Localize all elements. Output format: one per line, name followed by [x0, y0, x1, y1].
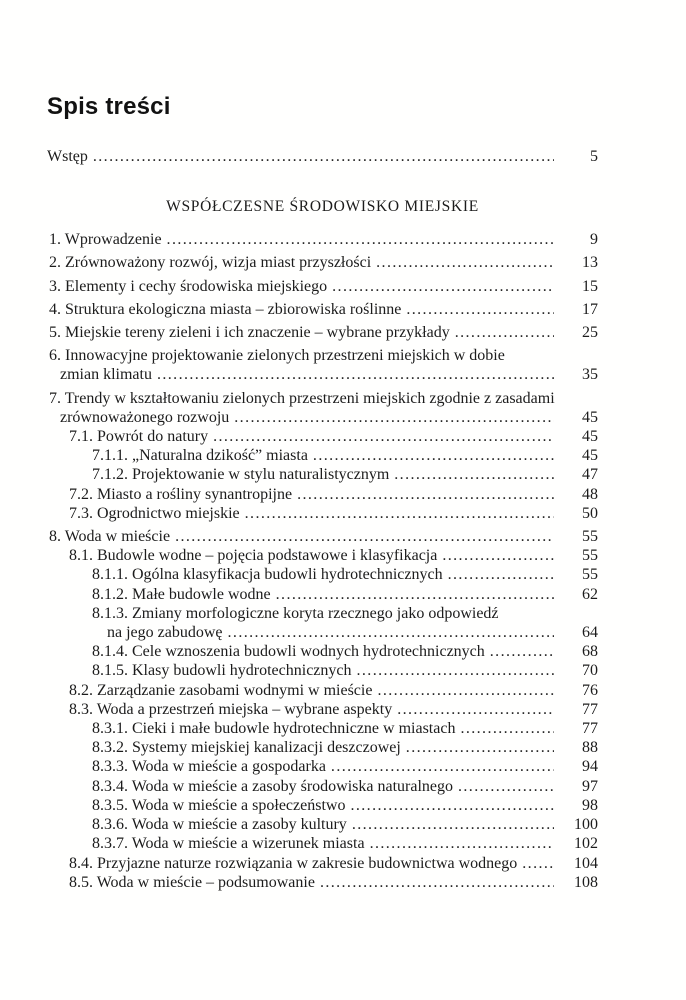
toc-entry [47, 300, 598, 319]
entry-text: 8.1.2. Małe budowle wodne [92, 585, 271, 603]
entry-text: 2. Zrównoważony rozwój, wizja miast przyszłości [49, 254, 372, 272]
dot-leader [297, 485, 554, 504]
toc-entry [47, 738, 598, 757]
toc-entry [47, 661, 598, 680]
dot-leader [370, 834, 554, 853]
entry-text: 8.5. Woda w mieście – podsumowanie [69, 873, 315, 891]
toc-entry [47, 427, 598, 446]
dot-leader [406, 300, 554, 319]
dot-leader [406, 738, 554, 757]
toc-entry [47, 346, 598, 384]
page-number: 13 [582, 254, 598, 272]
dot-leader [448, 565, 554, 584]
page-number: 77 [582, 700, 598, 718]
dot-leader [352, 815, 554, 834]
toc-entry [47, 504, 598, 523]
dot-leader [350, 796, 554, 815]
page-number: 25 [582, 324, 598, 342]
entry-text: zmian klimatu [60, 366, 152, 384]
entry-text: 8.4. Przyjazne naturze rozwiązania w zakresie budownictwa wodnego [69, 854, 518, 872]
page-number: 68 [582, 643, 598, 661]
toc-entry [47, 446, 598, 465]
toc-entry [47, 642, 598, 661]
toc-entry [47, 834, 598, 853]
dot-leader [228, 623, 554, 642]
page-number: 94 [582, 758, 598, 776]
entry-text: 8.3.4. Woda w mieście a zasoby środowiska naturalnego [92, 777, 453, 795]
entry-text: 8.3.1. Cieki i małe budowle hydrotechniczne w miastach [92, 720, 456, 738]
toc-entry [47, 546, 598, 565]
entry-text: 4. Struktura ekologiczna miasta – zbiorowiska roślinne [49, 300, 402, 318]
entry-text: 3. Elementy i cechy środowiska miejskiego [49, 277, 328, 295]
dot-leader [234, 408, 554, 427]
page-number: 62 [582, 585, 598, 603]
toc-entry [47, 253, 598, 272]
dot-leader [522, 854, 554, 873]
page-number: 45 [582, 428, 598, 446]
dot-leader [175, 527, 554, 546]
page-number: 108 [574, 873, 598, 891]
dot-leader [320, 873, 554, 892]
entry-text: 6. Innowacyjne projektowanie zielonych przestrzeni miejskich w dobie [49, 347, 505, 365]
toc-entry [47, 389, 598, 427]
page-number: 100 [574, 816, 598, 834]
page-number: 47 [582, 466, 598, 484]
page-number: 5 [590, 148, 598, 165]
entry-text: 8.1.4. Cele wznoszenia budowli wodnych hydrotechnicznych [92, 643, 485, 661]
page-number: 45 [582, 447, 598, 465]
toc-entry [47, 527, 598, 546]
dot-leader [490, 642, 554, 661]
entry-text: 7.1.1. „Naturalna dzikość” miasta [92, 447, 308, 465]
entry-text: 8. Woda w mieście [49, 528, 171, 546]
entry-text: 8.1.5. Klasy budowli hydrotechnicznych [92, 662, 352, 680]
toc-entry-intro [47, 147, 598, 166]
page-number: 77 [582, 720, 598, 738]
toc-entry [47, 485, 598, 504]
toc-entry [47, 681, 598, 700]
page-number: 50 [582, 504, 598, 522]
toc-entry [47, 815, 598, 834]
toc-entry [47, 277, 598, 296]
dot-leader [276, 585, 554, 604]
toc-entry [47, 230, 598, 249]
dot-leader [394, 465, 554, 484]
page-number: 48 [582, 485, 598, 503]
toc-entry [47, 719, 598, 738]
page-number: 35 [582, 366, 598, 384]
toc-entry [47, 585, 598, 604]
toc-entry [47, 465, 598, 484]
toc-entry [47, 323, 598, 342]
dot-leader [460, 719, 554, 738]
dot-leader [332, 277, 554, 296]
entry-text: 7. Trendy w kształtowaniu zielonych przestrzeni miejskich zgodnie z zasadami [49, 389, 555, 407]
page-number: 102 [574, 835, 598, 853]
toc-entry [47, 854, 598, 873]
page-title: Spis treści [47, 93, 171, 120]
entry-text: 8.1.1. Ogólna klasyfikacja budowli hydrotechnicznych [92, 566, 443, 584]
entry-text: 8.3.6. Woda w mieście a zasoby kultury [92, 816, 347, 834]
entry-text: 8.1. Budowle wodne – pojęcia podstawowe i klasyfikacja [69, 547, 438, 565]
entry-text: 8.3.3. Woda w mieście a gospodarka [92, 758, 326, 776]
toc-entry [47, 757, 598, 776]
part-heading: WSPÓŁCZESNE ŚRODOWISKO MIEJSKIE [166, 198, 479, 216]
page-number: 55 [582, 566, 598, 584]
dot-leader [157, 365, 554, 384]
dot-leader [455, 323, 554, 342]
page-number: 104 [574, 854, 598, 872]
entry-text: 1. Wprowadzenie [49, 231, 162, 249]
toc-entry [47, 873, 598, 892]
page-number: 15 [582, 277, 598, 295]
dot-leader [397, 700, 554, 719]
page-number: 17 [582, 300, 598, 318]
dot-leader [213, 427, 554, 446]
entry-text: 5. Miejskie tereny zieleni i ich znaczenie – wybrane przykłady [49, 324, 450, 342]
toc-entries [47, 230, 598, 892]
page-number: 76 [582, 681, 598, 699]
page-number: 45 [582, 408, 598, 426]
entry-text: 8.1.3. Zmiany morfologiczne koryta rzecznego jako odpowiedź [92, 604, 499, 622]
entry-text: na jego zabudowę [107, 624, 223, 642]
page-number: 88 [582, 739, 598, 757]
toc-entry [47, 796, 598, 815]
entry-text: 8.3.5. Woda w mieście a społeczeństwo [92, 796, 346, 814]
dot-leader [167, 230, 554, 249]
page-number: 97 [582, 777, 598, 795]
page-number: 55 [582, 528, 598, 546]
toc-entry [47, 700, 598, 719]
entry-text: 7.1. Powrót do natury [69, 428, 209, 446]
page-number: 98 [582, 796, 598, 814]
toc-entry [47, 565, 598, 584]
toc-entry [47, 777, 598, 796]
page-number: 64 [582, 624, 598, 642]
entry-text: Wstęp [47, 148, 88, 165]
entry-text: 8.3.7. Woda w mieście a wizerunek miasta [92, 835, 365, 853]
dot-leader [331, 757, 554, 776]
dot-leader [93, 147, 554, 166]
entry-text: 7.2. Miasto a rośliny synantropijne [69, 485, 293, 503]
entry-text: 7.3. Ogrodnictwo miejskie [69, 504, 240, 522]
toc-entry [47, 604, 598, 642]
dot-leader [357, 661, 555, 680]
page-number: 9 [590, 231, 598, 249]
entry-text: zrównoważonego rozwoju [60, 408, 230, 426]
dot-leader [442, 546, 554, 565]
page-number: 55 [582, 547, 598, 565]
dot-leader [313, 446, 554, 465]
page-number: 70 [582, 662, 598, 680]
entry-text: 8.2. Zarządzanie zasobami wodnymi w mieście [69, 681, 373, 699]
entry-text: 8.3.2. Systemy miejskiej kanalizacji deszczowej [92, 739, 401, 757]
entry-text: 8.3. Woda a przestrzeń miejska – wybrane aspekty [69, 700, 393, 718]
dot-leader [458, 777, 554, 796]
dot-leader [377, 681, 554, 700]
entry-text: 7.1.2. Projektowanie w stylu naturalistycznym [92, 466, 390, 484]
dot-leader [376, 253, 554, 272]
dot-leader [245, 504, 554, 523]
